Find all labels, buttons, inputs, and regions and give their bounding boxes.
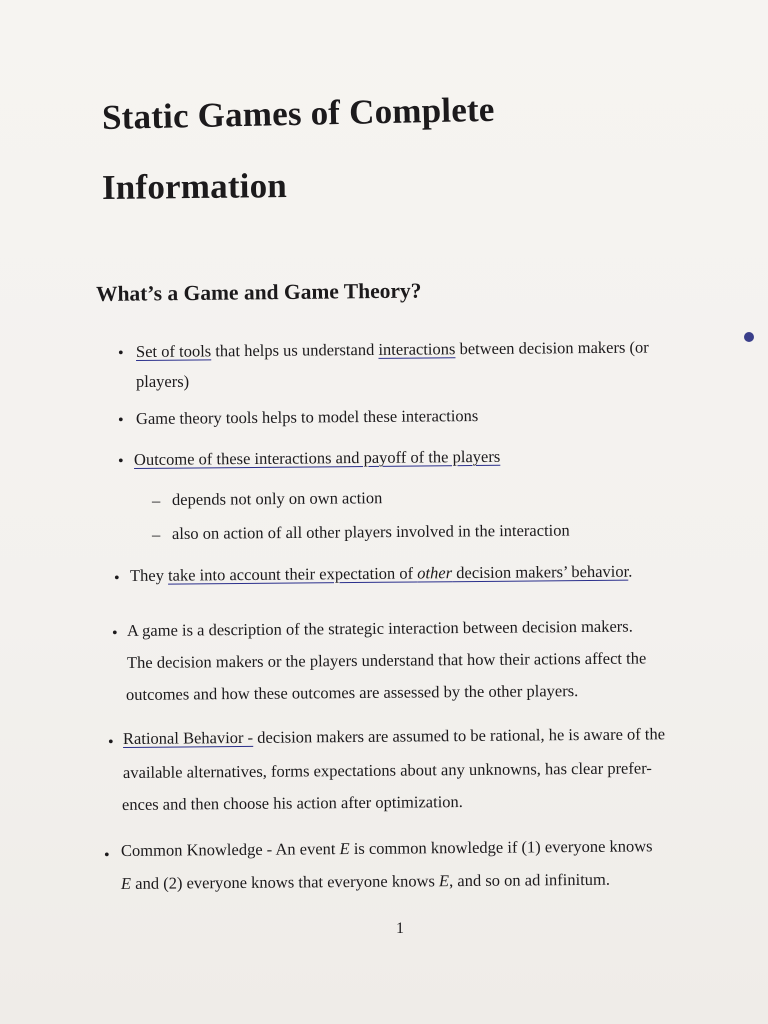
bullet-1-line-1: [135, 337, 649, 361]
text-run: that helps us understand: [211, 339, 379, 361]
underlined-phrase: decision makers’ behavior: [452, 561, 629, 583]
text-run: They: [129, 565, 169, 585]
bullet-6-line-1: [123, 726, 665, 747]
bullet-marker: •: [118, 412, 124, 429]
bullet-marker: •: [114, 570, 120, 587]
sub-item-1: depends not only on own action: [171, 488, 383, 509]
dash-marker: –: [152, 525, 161, 544]
bullet-marker: •: [104, 847, 110, 864]
text-run: and (2) everyone knows that everyone knows: [131, 871, 440, 893]
underlined-phrase: Set of tools: [135, 341, 212, 361]
page-number: 1: [396, 920, 404, 937]
bullet-3-text: [133, 446, 501, 469]
bullet-1-line-2: players): [136, 372, 190, 391]
text-run: between decision makers (or: [455, 337, 649, 359]
underlined-phrase: Rational Behavior -: [122, 727, 254, 748]
bullet-2-text: Game theory tools helps to model these interactions: [135, 406, 479, 428]
variable-e: E: [438, 871, 450, 891]
text-run: , and so on ad infinitum.: [449, 869, 611, 891]
text-run: decision makers are assumed to be rational, he is aware of the: [253, 724, 666, 747]
text-run: Common Knowledge - An event: [120, 839, 340, 860]
bullet-marker: •: [112, 625, 118, 642]
bullet-5-line-2: The decision makers or the players understand that how their actions affect the: [126, 648, 647, 672]
variable-e: E: [339, 839, 350, 859]
section-heading: What’s a Game and Game Theory?: [95, 278, 422, 306]
variable-e: E: [120, 873, 132, 893]
sub-item-2: also on action of all other players involved in the interaction: [171, 520, 570, 543]
text-run: is common knowledge if (1) everyone knows: [349, 836, 653, 859]
page-title-line-2: Information: [101, 166, 288, 207]
bullet-marker: •: [118, 345, 124, 362]
page-title-line-1: Static Games of Complete: [101, 89, 495, 137]
underlined-phrase: take into account their expectation of: [167, 563, 418, 585]
text-run: .: [628, 561, 633, 581]
bullet-7-line-2: [120, 869, 611, 893]
bullet-7-line-1: [121, 838, 653, 859]
ink-dot-mark: [744, 332, 754, 342]
bullet-6-line-3: ences and then choose his action after optimization.: [121, 792, 463, 814]
bullet-4-text: [129, 561, 633, 585]
bullet-marker: •: [108, 734, 114, 751]
emphasis-word: other: [417, 563, 453, 583]
bullet-5-line-3: outcomes and how these outcomes are assessed by the other players.: [125, 681, 579, 704]
bullet-6-line-2: available alternatives, forms expectations about any unknowns, has clear prefer-: [122, 758, 652, 782]
underlined-phrase: Outcome of these interactions and payoff of the players: [133, 446, 501, 469]
bullet-marker: •: [118, 453, 124, 470]
underlined-phrase: interactions: [378, 339, 456, 359]
bullet-5-line-1: A game is a description of the strategic interaction between decision makers.: [126, 616, 633, 640]
dash-marker: –: [152, 491, 161, 510]
